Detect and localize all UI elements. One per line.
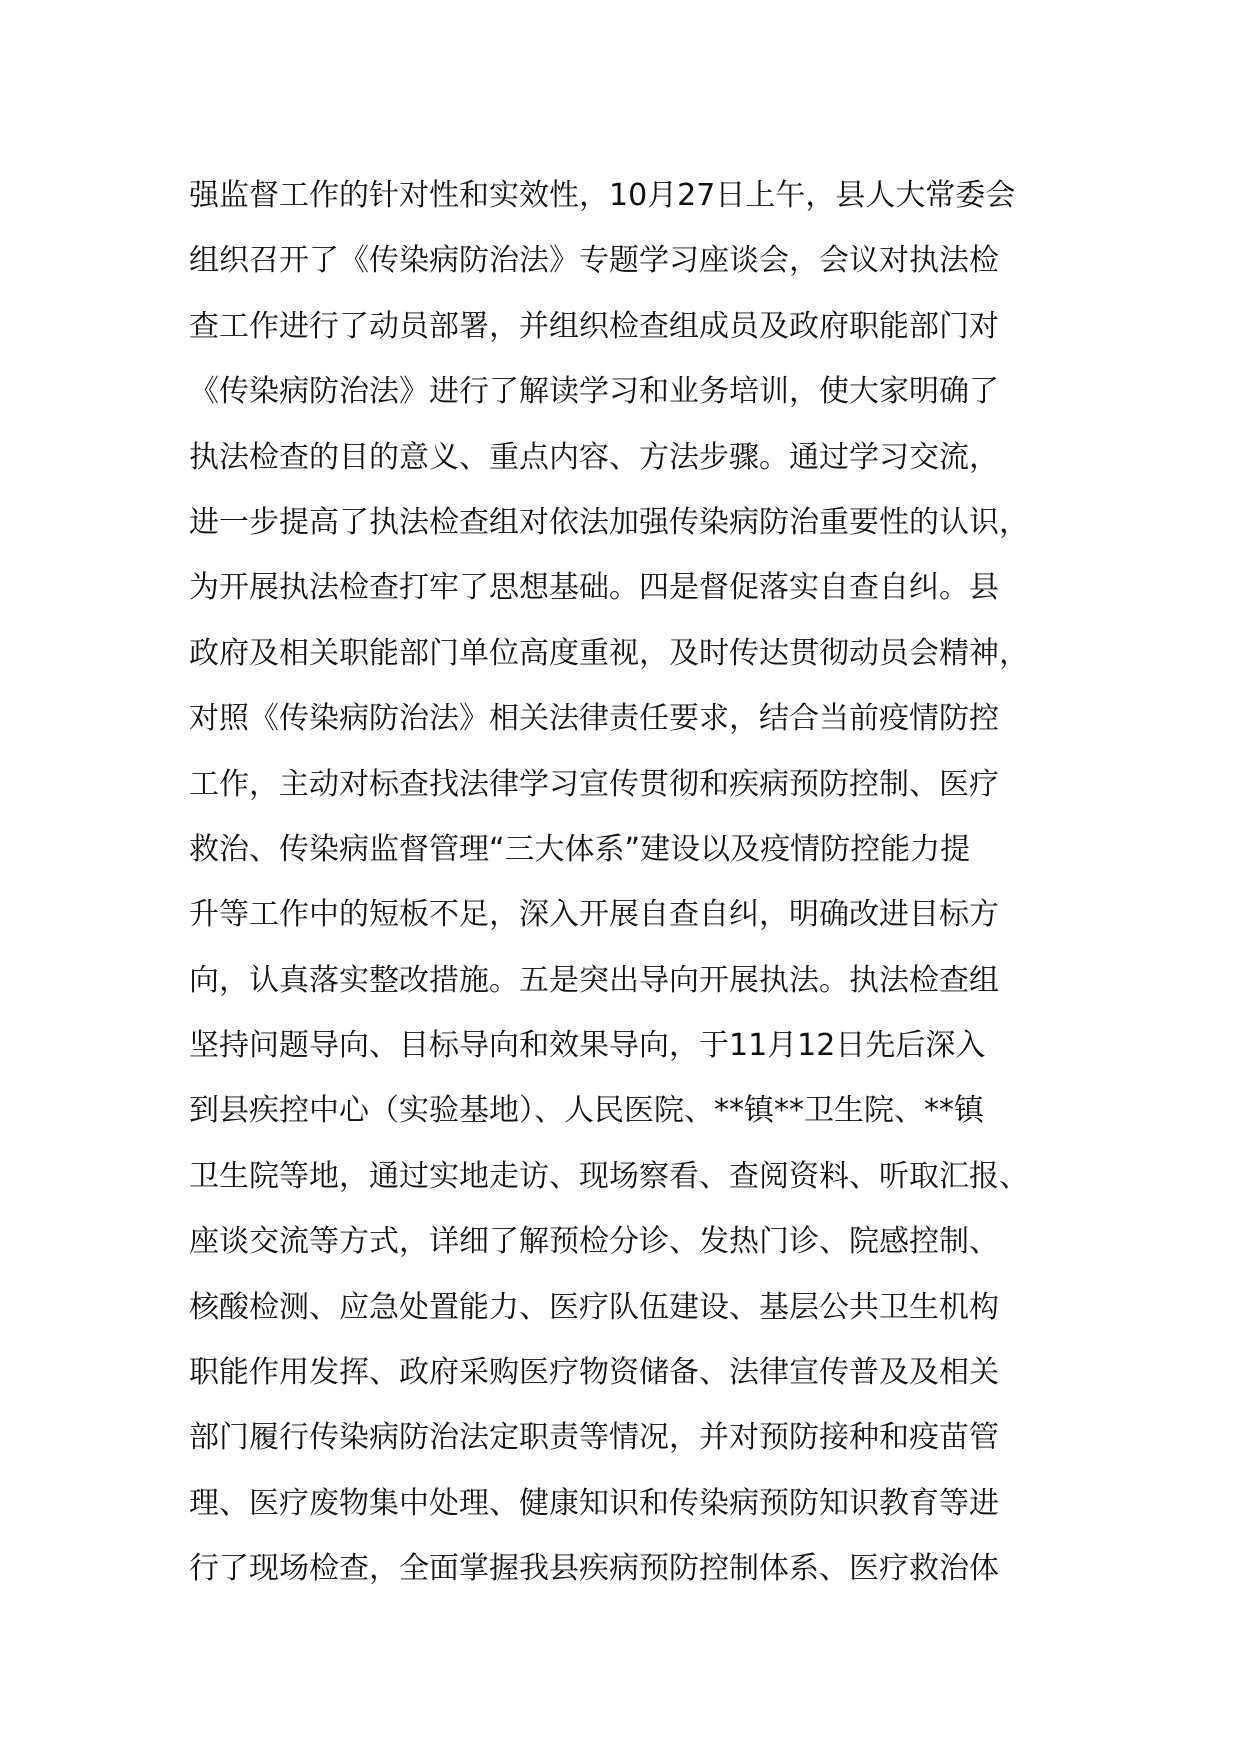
- text-line: 政府及相关职能部门单位高度重视，及时传达贯彻动员会精神，: [189, 635, 1029, 671]
- text-line: 到县疾控中心（实验基地）、人民医院、**镇**卫生院、**镇: [189, 1093, 984, 1129]
- text-line: 救治、传染病监督管理“三大体系”建设以及疫情防控能力提: [189, 831, 971, 867]
- text-line: 核酸检测、应急处置能力、医疗队伍建设、基层公共卫生机构: [189, 1289, 999, 1325]
- text-line: 执法检查的目的意义、重点内容、方法步骤。通过学习交流，: [189, 439, 999, 475]
- text-line: 卫生院等地，通过实地走访、现场察看、查阅资料、听取汇报、: [189, 1158, 1029, 1194]
- body-text: [189, 163, 1089, 1602]
- text-line: 对照《传染病防治法》相关法律责任要求，结合当前疫情防控: [189, 701, 999, 737]
- text-line: 强监督工作的针对性和实效性，10月27日上午，县人大常委会: [189, 178, 1016, 213]
- text-line: 组织召开了《传染病防治法》专题学习座谈会，会议对执法检: [189, 243, 999, 279]
- text-line: 部门履行传染病防治法定职责等情况，并对预防接种和疫苗管: [189, 1420, 999, 1456]
- text-line: 进一步提高了执法检查组对依法加强传染病防治重要性的认识，: [189, 504, 1029, 540]
- text-line: 行了现场检查，全面掌握我县疾病预防控制体系、医疗救治体: [189, 1551, 999, 1587]
- text-line: 升等工作中的短板不足，深入开展自查自纠，明确改进目标方: [189, 897, 999, 933]
- text-line: 工作，主动对标查找法律学习宣传贯彻和疾病预防控制、医疗: [189, 766, 999, 802]
- text-line: 座谈交流等方式，详细了解预检分诊、发热门诊、院感控制、: [189, 1224, 999, 1260]
- text-line: 为开展执法检查打牢了思想基础。四是督促落实自查自纠。县: [189, 570, 999, 606]
- text-line: 职能作用发挥、政府采购医疗物资储备、法律宣传普及及相关: [189, 1355, 999, 1391]
- text-line: 《传染病防治法》进行了解读学习和业务培训，使大家明确了: [189, 374, 999, 410]
- text-line: 向，认真落实整改措施。五是突出导向开展执法。执法检查组: [189, 962, 999, 998]
- text-line: 理、医疗废物集中处理、健康知识和传染病预防知识教育等进: [189, 1485, 999, 1521]
- text-line: 坚持问题导向、目标导向和效果导向，于11月12日先后深入: [189, 1028, 986, 1064]
- text-line: 查工作进行了动员部署，并组织检查组成员及政府职能部门对: [189, 308, 999, 344]
